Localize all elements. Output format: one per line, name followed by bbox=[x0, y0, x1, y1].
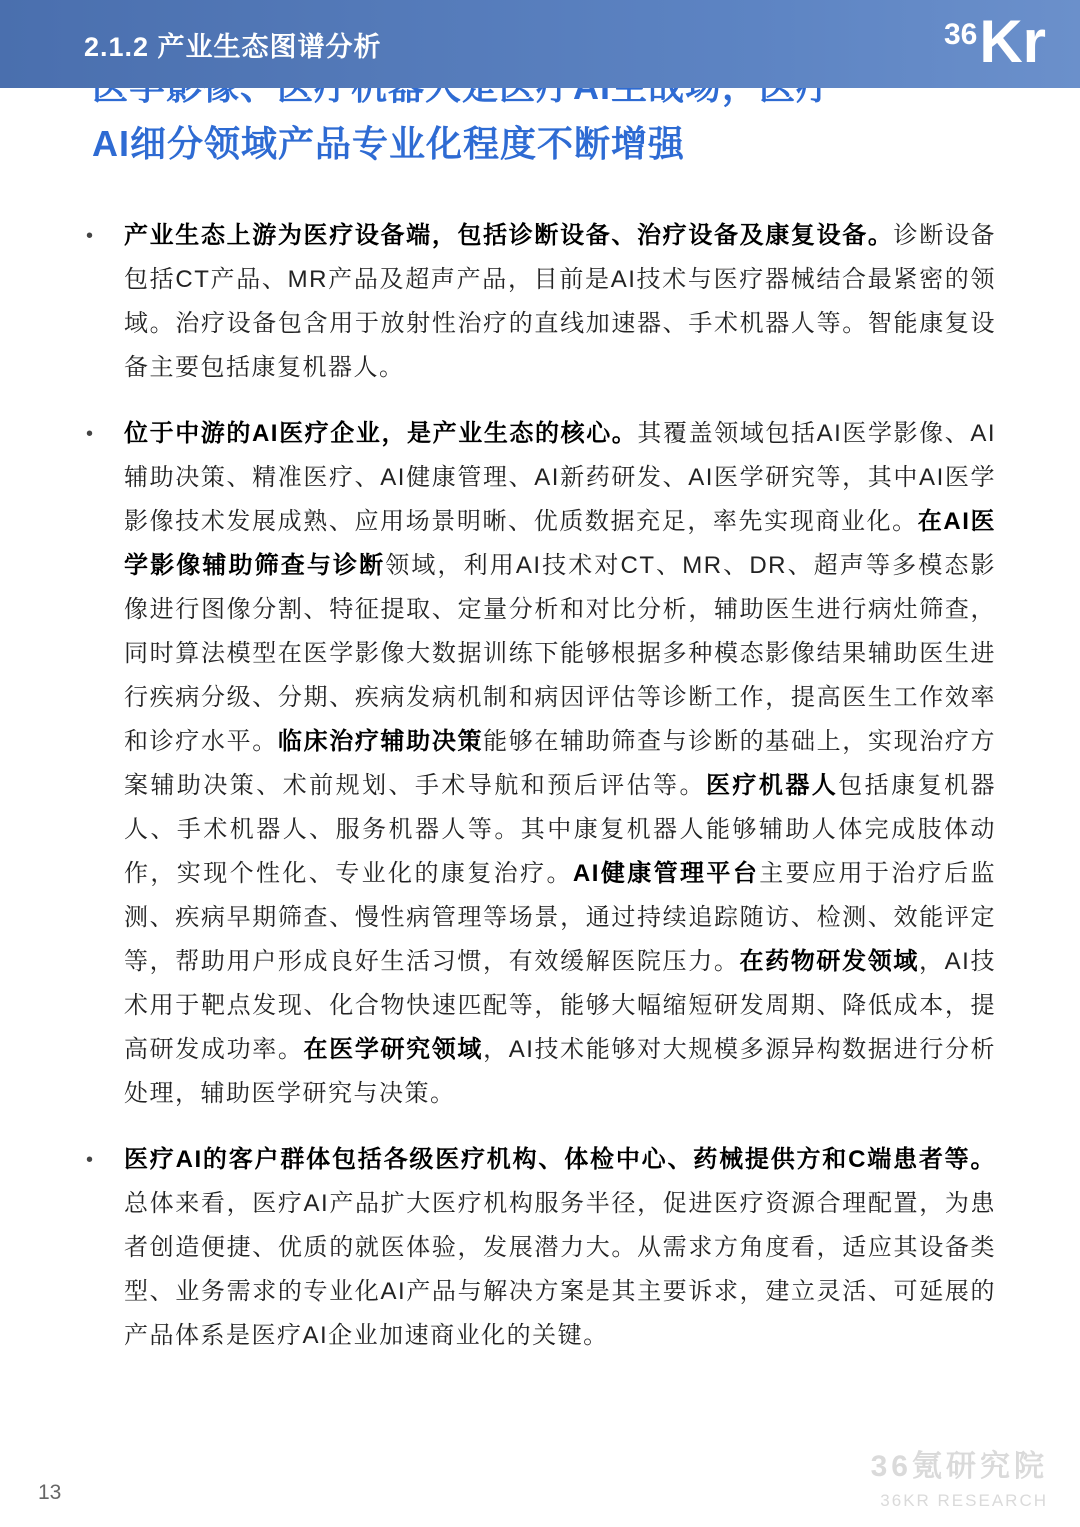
bullet-text: 医疗AI的客户群体包括各级医疗机构、体检中心、药械提供方和C端患者等。总体来看，医疗AI产品扩大医疗机构服务半径，促进医疗资源合理配置，为患者创造便捷、优质的就医体验，发展潜力大。从需求方角度看，适应其设备类型、业务需求的专业化AI产品与解决方案是其主要诉求，建立灵活、可延展的产品体系是医疗AI企业加速商业化的关键。 bbox=[124, 1146, 996, 1349]
bullet-dot-icon: • bbox=[86, 423, 95, 445]
bullet-dot-icon: • bbox=[86, 1149, 95, 1171]
section-heading: 2.1.2 产业生态图谱分析 bbox=[84, 31, 382, 62]
watermark-en: 36KR RESEARCH bbox=[880, 1491, 1048, 1510]
36kr-logo bbox=[943, 8, 1046, 75]
bullet-list bbox=[84, 214, 996, 1358]
watermark-cn: 36氪研究院 bbox=[870, 1450, 1048, 1483]
page-title-line-2: AI细分领域产品专业化程度不断增强 bbox=[92, 123, 686, 164]
logo-text-36: 36 bbox=[943, 18, 978, 51]
bullet-text: 位于中游的AI医疗企业，是产业生态的核心。其覆盖领域包括AI医学影像、AI辅助决策、精准医疗、AI健康管理、AI新药研发、AI医学研究等，其中AI医学影像技术发展成熟、应用场景明晰、优质数据充足，率先实现商业化。在AI医学影像辅助筛查与诊断领域，利用AI技术对CT、MR、DR、超声等多模态影像进行图像分割、特征提取、定量分析和对比分析，辅助医生进行病灶筛查，同时算法模型在医学影像大数据训练下能够根据多种模态影像结果辅助医生进行疾病分级、分期、疾病发病机制和病因评估等诊断工作，提高医生工作效率和诊疗水平。临床治疗辅助决策能够在辅助筛查与诊断的基础上，实现治疗方案辅助决策、术前规划、手术导航和预后评估等。医疗机器人包括康复机器人、手术机器人、服务机器人等。其中康复机器人能够辅助人体完成肢体动作，实现个性化、专业化的康复治疗。AI健康管理平台主要应用于治疗后监测、疾病早期筛查、慢性病管理等场景，通过持续追踪随访、检测、效能评定等，帮助用户形成良好生活习惯，有效缓解医院压力。在药物研发领域，AI技术用于靶点发现、化合物快速匹配等，能够大幅缩短研发周期、降低成本，提高研发成功率。在医学研究领域，AI技术能够对大规模多源异构数据进行分析处理，辅助医学研究与决策。 bbox=[124, 420, 997, 1107]
page-header-bar bbox=[0, 0, 1080, 88]
logo-text-kr: Kr bbox=[979, 8, 1046, 75]
watermark bbox=[871, 1441, 1048, 1511]
bullet-dot-icon: • bbox=[86, 225, 95, 247]
bullet-item-upstream bbox=[84, 214, 996, 390]
bullet-text: 产业生态上游为医疗设备端，包括诊断设备、治疗设备及康复设备。诊断设备包括CT产品、MR产品及超声产品，目前是AI技术与医疗器械结合最紧密的领域。治疗设备包含用于放射性治疗的直线加速器、手术机器人等。智能康复设备主要包括康复机器人。 bbox=[124, 222, 997, 381]
bullet-item-midstream bbox=[84, 412, 996, 1116]
page-number: 13 bbox=[38, 1481, 62, 1504]
bullet-item-customers bbox=[84, 1138, 996, 1358]
